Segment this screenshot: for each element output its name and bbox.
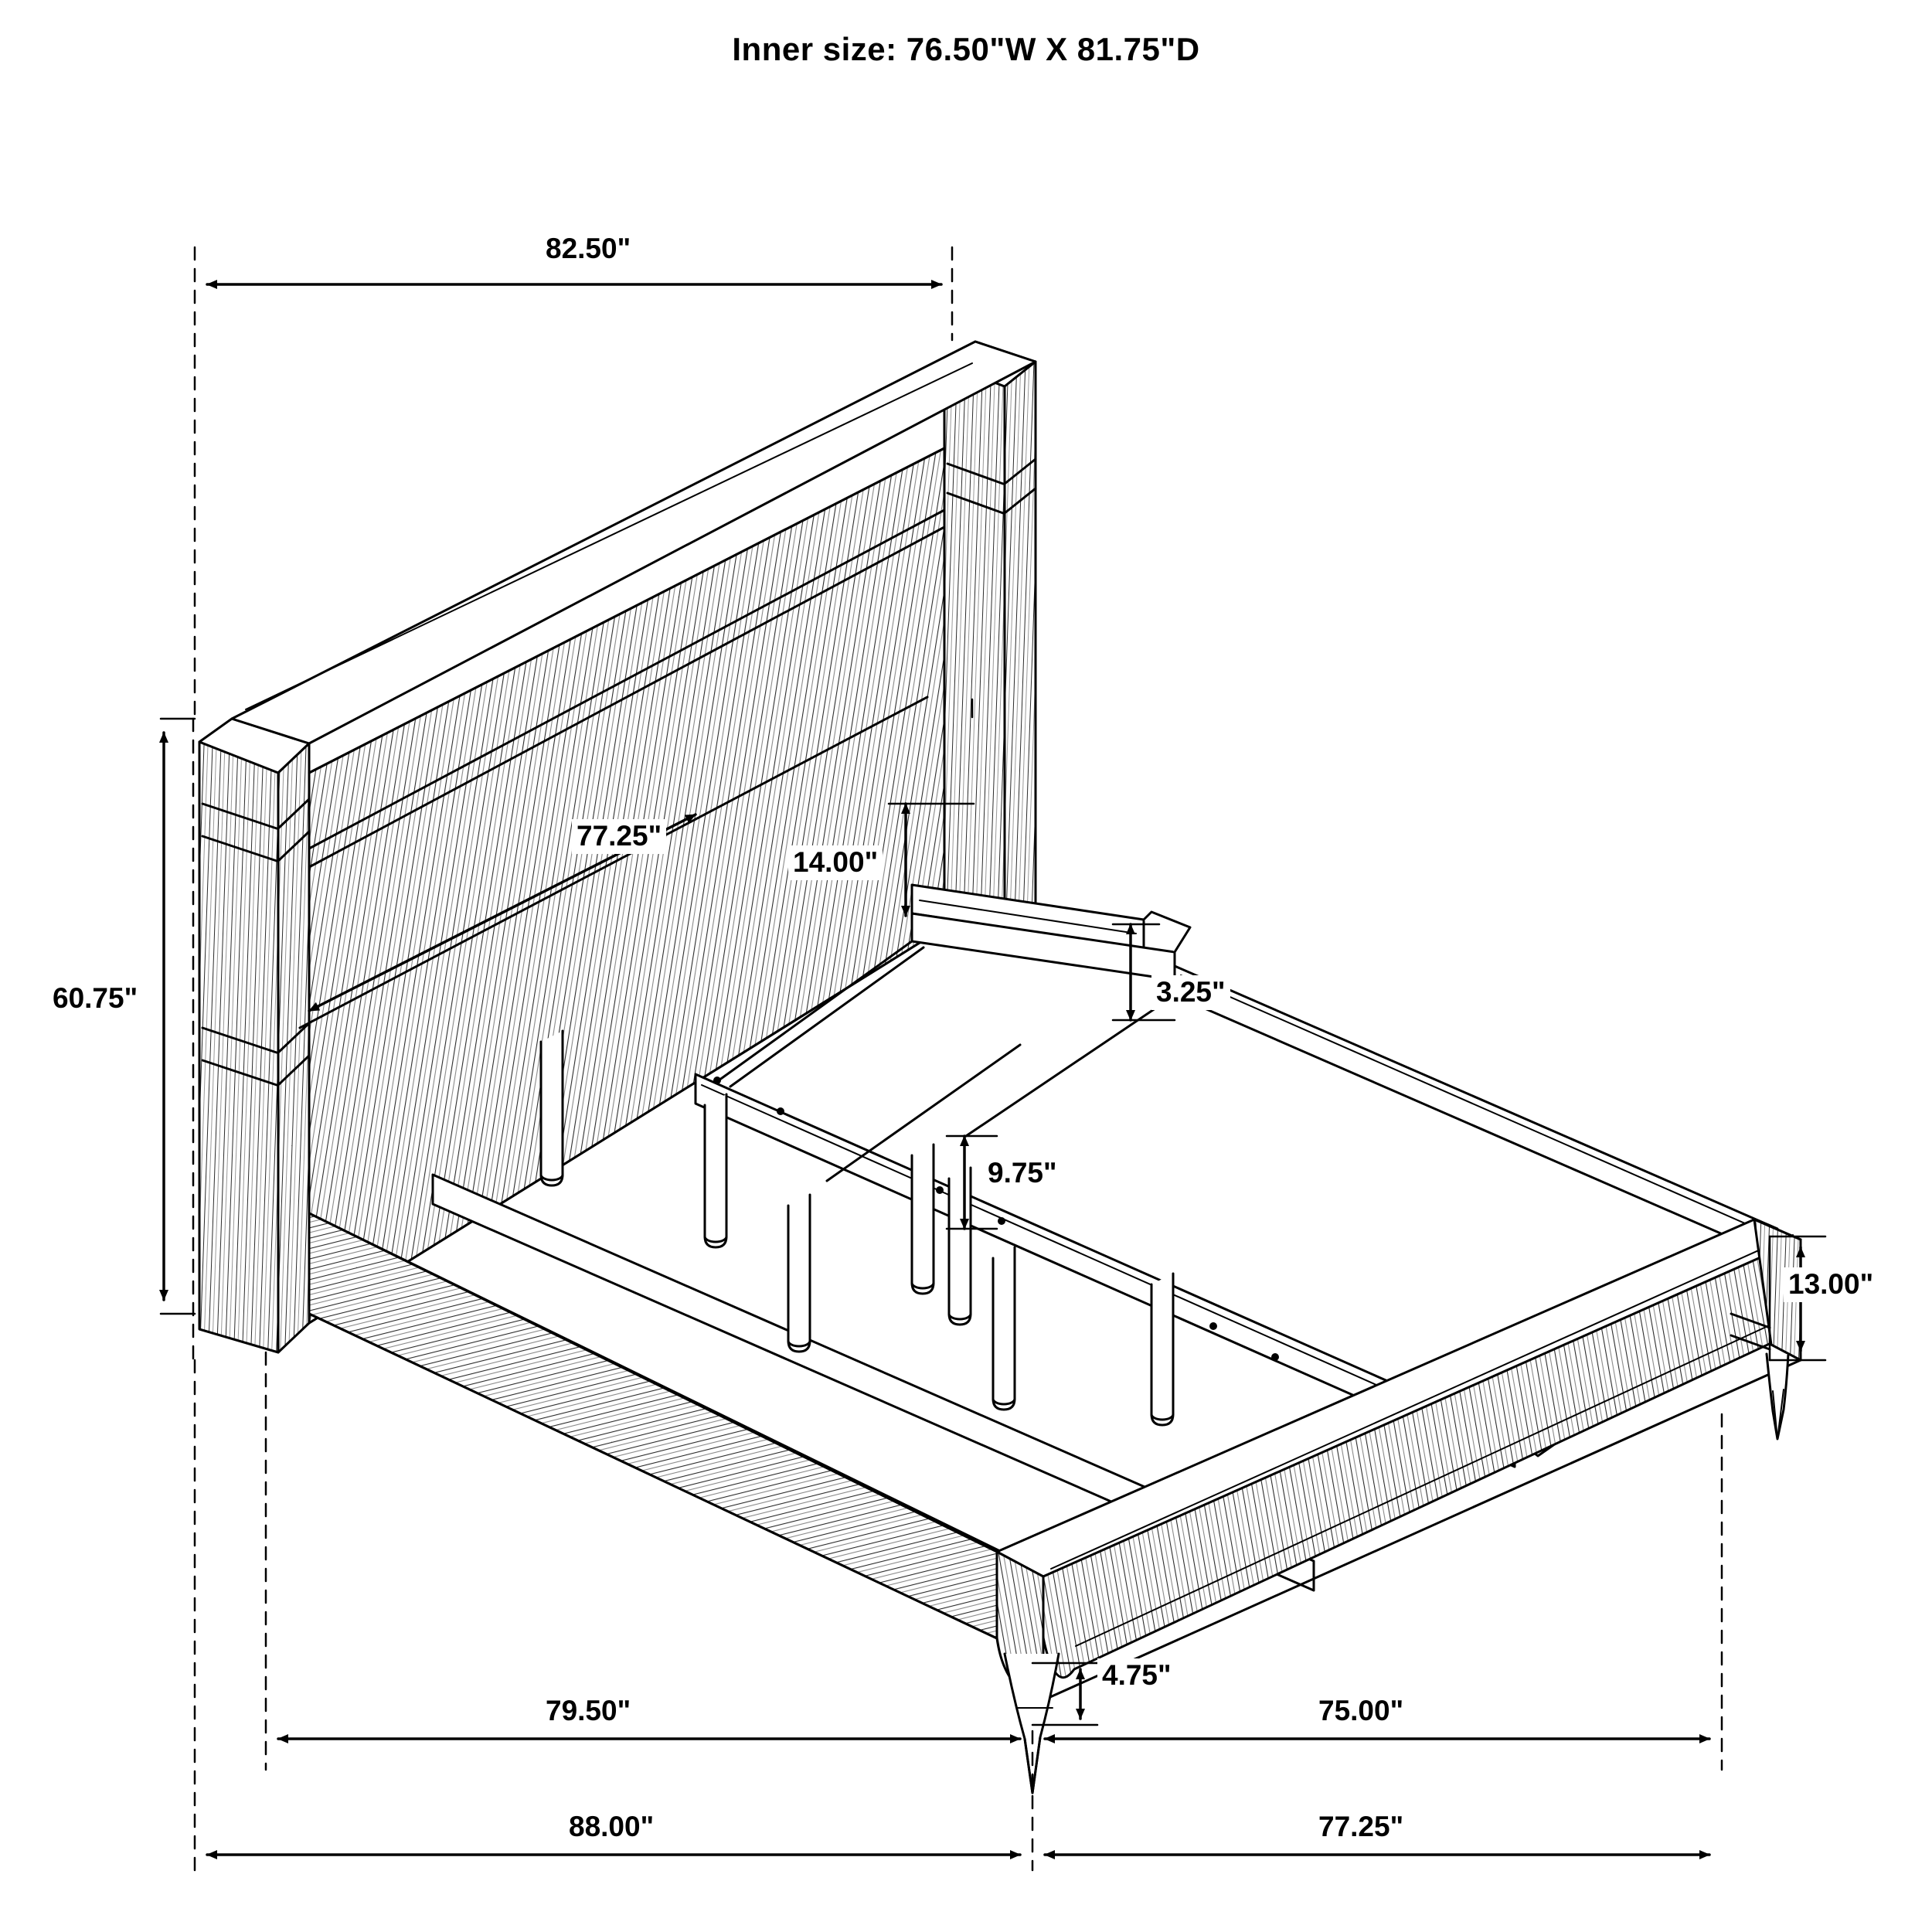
dimension-label-slat-clearance: 9.75": [983, 1156, 1062, 1191]
dimension-label-footboard-height: 13.00": [1784, 1267, 1878, 1302]
dimension-label-overall-length: 88.00": [564, 1810, 658, 1845]
dimension-label-inner-length: 79.50": [541, 1694, 635, 1729]
dimension-label-headboard-height: 60.75": [48, 981, 142, 1016]
dimension-label-footboard-width: 75.00": [1314, 1694, 1408, 1729]
dimension-label-overall-width: 77.25": [1314, 1810, 1408, 1845]
dimension-label-rail-thickness: 3.25": [1151, 975, 1230, 1010]
dimension-label-top-to-rail: 14.00": [788, 845, 883, 880]
page-title: Inner size: 76.50"W X 81.75"D: [732, 31, 1200, 67]
dimension-label-headboard-panel-width: 77.25": [572, 819, 666, 854]
dimension-label-overall-headboard-width: 82.50": [541, 232, 635, 267]
dimension-label-leg-height: 4.75": [1097, 1658, 1176, 1693]
